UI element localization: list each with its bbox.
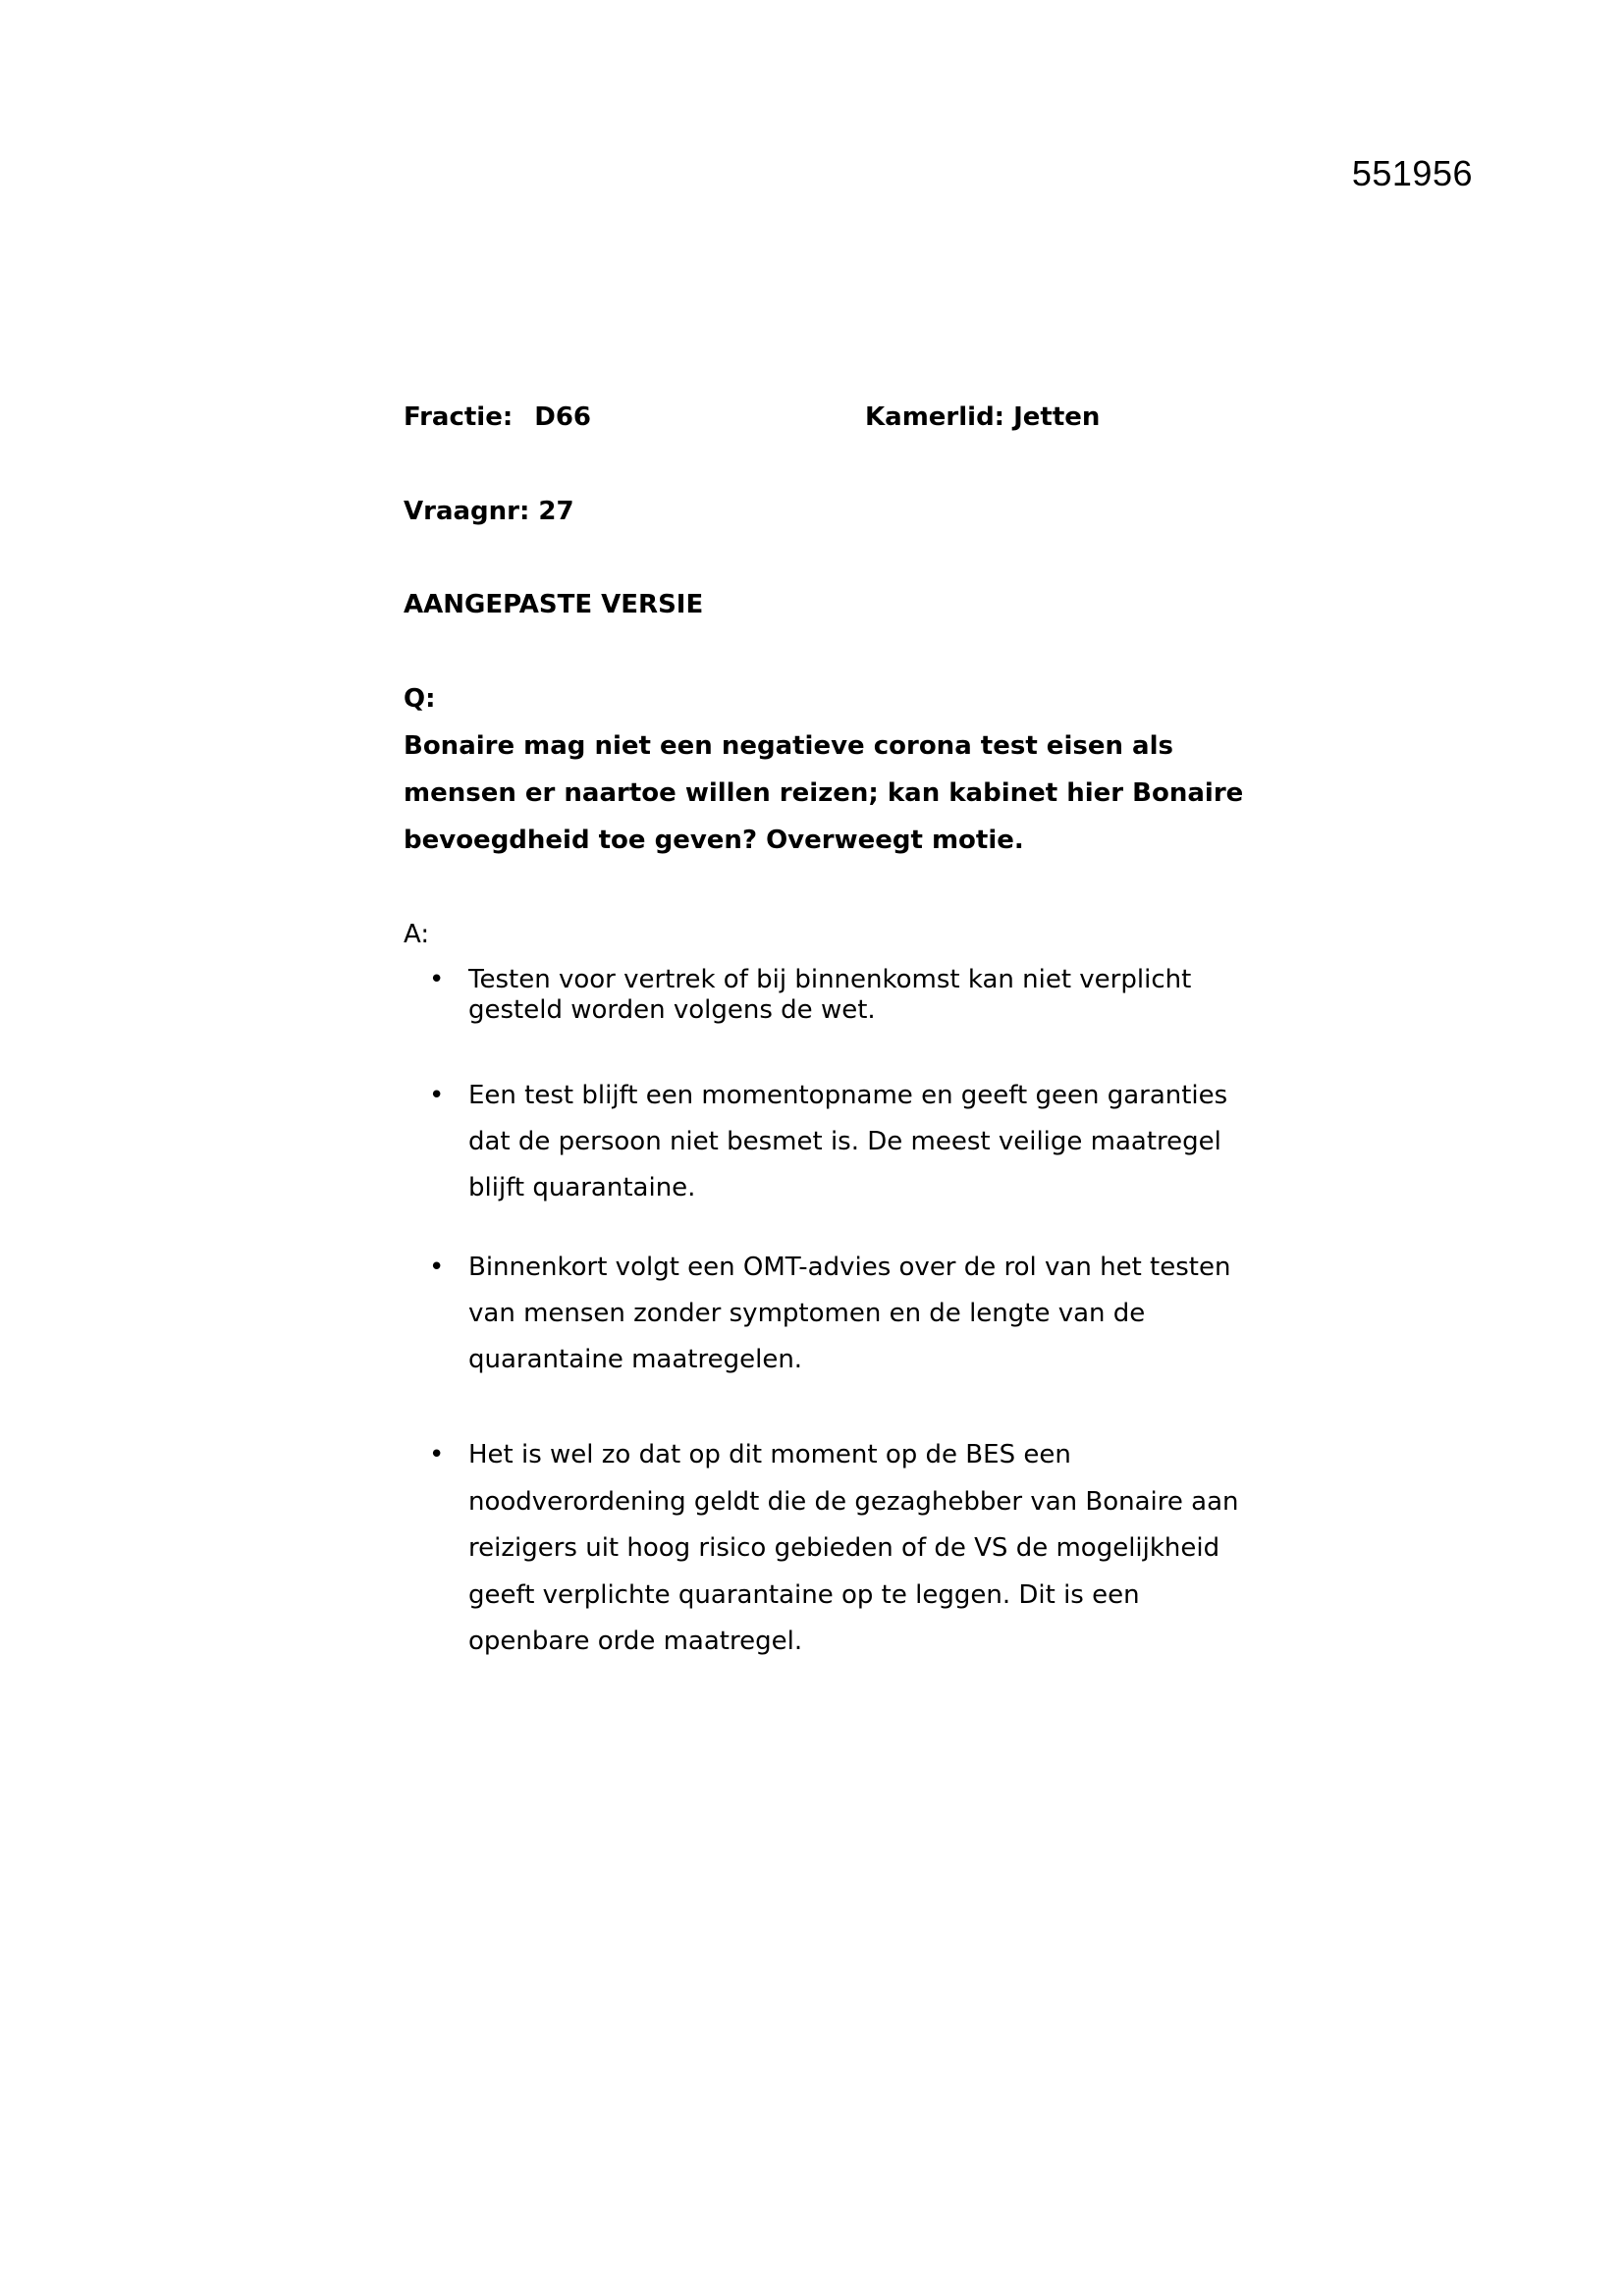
answer-text: Binnenkort volgt een OMT-advies over de rol van het testen van mensen zonder symptomen en de lengte van de quarantaine maatregelen. bbox=[468, 1253, 1231, 1374]
question-text: Bonaire mag niet een negatieve corona test eisen als mensen er naartoe willen reizen; kan kabinet hier Bonaire bevoegdheid toe geven? Overweegt motie. bbox=[404, 731, 1244, 855]
answer-text: Het is wel zo dat op dit moment op de BES een noodverordening geldt die de gezaghebber van Bonaire aan reizigers uit hoog risico gebieden of de VS de mogelijkheid geeft verplichte quarantaine op te leggen. Dit is een openbare orde maatregel. bbox=[468, 1440, 1239, 1656]
fractie bbox=[404, 402, 591, 432]
answer-item bbox=[429, 1245, 1254, 1383]
answer-text: Een test blijft een momentopname en geeft geen garanties dat de persoon niet besmet is. De meest veilige maatregel blijft quarantaine. bbox=[468, 1081, 1228, 1202]
answer-text: Testen voor vertrek of bij binnenkomst kan niet verplicht gesteld worden volgens de wet. bbox=[468, 965, 1192, 1025]
bullet-icon: • bbox=[429, 965, 445, 994]
fractie-value: D66 bbox=[534, 402, 592, 432]
answer-item bbox=[429, 965, 1254, 1026]
answer-item bbox=[429, 1073, 1254, 1211]
bullet-icon: • bbox=[429, 1253, 445, 1282]
bullet-icon: • bbox=[429, 1440, 445, 1469]
version-heading: AANGEPASTE VERSIE bbox=[404, 590, 704, 619]
question-label: Q: bbox=[404, 684, 436, 714]
fractie-label: Fractie: bbox=[404, 402, 514, 432]
kamerlid: Kamerlid: Jetten bbox=[865, 402, 1101, 432]
question-number: Vraagnr: 27 bbox=[404, 497, 574, 526]
answer-item bbox=[429, 1432, 1254, 1666]
document-number: 551956 bbox=[1351, 153, 1473, 193]
answer-label: A: bbox=[404, 920, 430, 949]
bullet-icon: • bbox=[429, 1081, 445, 1110]
